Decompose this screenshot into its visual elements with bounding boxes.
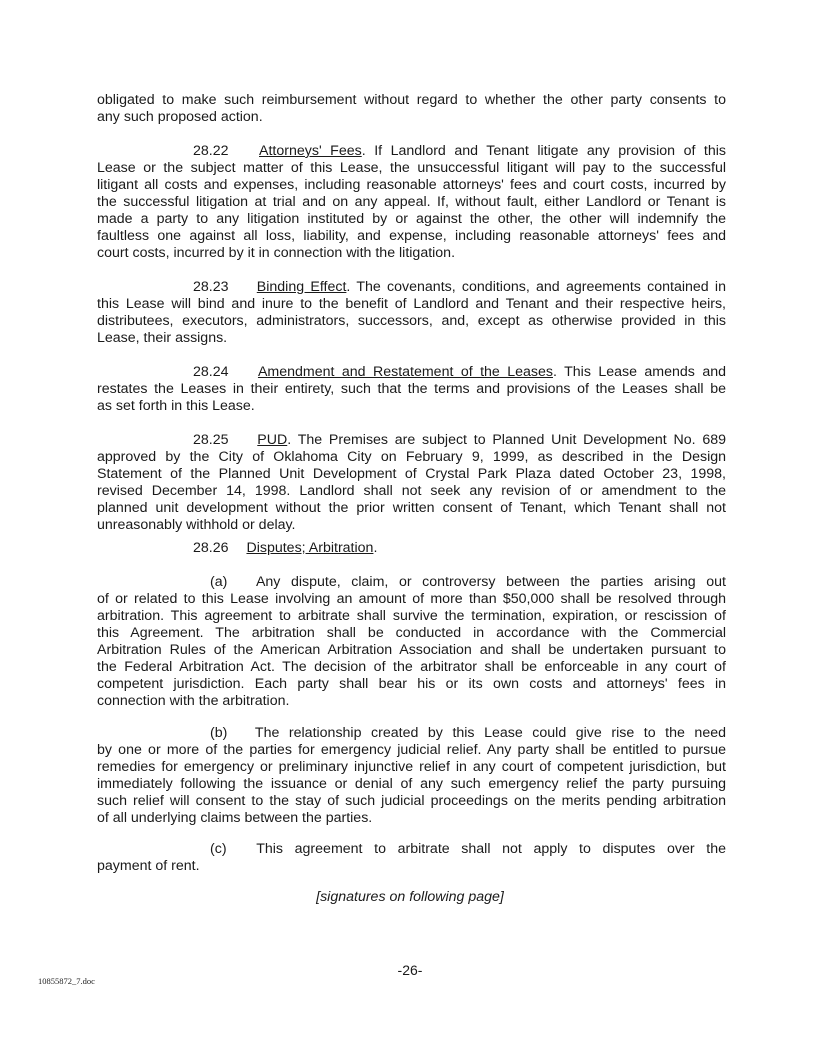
subsection-a-first-line bbox=[210, 574, 726, 591]
section-line: made a party to any litigation instituted by or against the other, the other will indemnify the bbox=[97, 211, 726, 227]
subsection-line: connection with the arbitration. bbox=[97, 693, 290, 709]
section-line: planned unit development without the prior written consent of Tenant, which Tenant shall not bbox=[97, 500, 726, 516]
page-number: -26- bbox=[397, 962, 423, 978]
section-title: Attorneys' Fees bbox=[259, 143, 362, 159]
file-name: 10855872_7.doc bbox=[38, 976, 95, 986]
section-number: 28.24 bbox=[193, 364, 229, 380]
subsection-b-first-line bbox=[210, 725, 726, 742]
section-line: unreasonably withhold or delay. bbox=[97, 517, 296, 533]
subsection-text: This agreement to arbitrate shall not apply to disputes over the bbox=[256, 841, 726, 857]
section-number: 28.22 bbox=[193, 143, 229, 159]
subsection-line: by one or more of the parties for emergency judicial relief. Any party shall be entitled to pursue bbox=[97, 742, 726, 758]
section-text: The Premises are subject to Planned Unit Development No. 689 bbox=[297, 432, 726, 448]
subsection-line: of all underlying claims between the parties. bbox=[97, 810, 373, 826]
subsection-line: of or related to this Lease involving an amount of more than $50,000 shall be resolved through bbox=[97, 591, 726, 607]
subsection-label: (a) bbox=[210, 574, 228, 590]
section-28-24-heading: 28.24 Amendment and Restatement of the Leases. This Lease amends and bbox=[193, 364, 726, 380]
signature-note: [signatures on following page] bbox=[316, 889, 504, 905]
section-28-23-heading: 28.23 Binding Effect. The covenants, conditions, and agreements contained in bbox=[193, 279, 726, 295]
section-line: Lease or the subject matter of this Lease, the unsuccessful litigant will pay to the successful bbox=[97, 160, 726, 176]
section-text: This Lease amends and bbox=[564, 364, 726, 380]
section-line: restates the Leases in their entirety, such that the terms and provisions of the Leases shall be bbox=[97, 381, 726, 397]
section-title: PUD bbox=[257, 432, 288, 448]
section-28-26-heading: 28.26 Disputes; Arbitration. bbox=[193, 540, 378, 556]
subsection-line: competent jurisdiction. Each party shall bear his or its own costs and attorneys' fees in bbox=[97, 676, 726, 692]
section-title: Amendment and Restatement of the Leases bbox=[257, 364, 553, 380]
subsection-line: immediately following the issuance or denial of any such emergency relief the party pursuing bbox=[97, 776, 726, 792]
section-title: Binding Effect bbox=[256, 279, 347, 295]
subsection-label: (c) bbox=[210, 841, 227, 857]
section-text: If Landlord and Tenant litigate any provision of this bbox=[374, 143, 726, 159]
subsection-line: remedies for emergency or preliminary injunctive relief in any court of competent jurisdiction, but bbox=[97, 759, 726, 775]
section-number: 28.25 bbox=[193, 432, 229, 448]
section-text: The covenants, conditions, and agreements contained in bbox=[356, 279, 726, 295]
subsection-line: this Agreement. The arbitration shall be conducted in accordance with the Commercial bbox=[97, 625, 726, 641]
subsection-line: payment of rent. bbox=[97, 858, 200, 874]
section-line: the successful litigation at trial and on any appeal. If, without fault, either Landlord or Tenant is bbox=[97, 194, 726, 210]
subsection-line: Arbitration Rules of the American Arbitration Association and shall be undertaken pursuant to bbox=[97, 642, 726, 658]
subsection-text: The relationship created by this Lease could give rise to the need bbox=[254, 725, 726, 741]
section-line: Statement of the Planned Unit Development of Crystal Park Plaza dated October 23, 1998, bbox=[97, 466, 726, 482]
section-line: Lease, their assigns. bbox=[97, 330, 228, 346]
section-line: this Lease will bind and inure to the benefit of Landlord and Tenant and their respective heirs, bbox=[97, 296, 726, 312]
continuation-line: any such proposed action. bbox=[97, 109, 263, 125]
section-line: distributees, executors, administrators, successors, and, except as otherwise provided in this bbox=[97, 313, 726, 329]
section-28-25-heading: 28.25 PUD. The Premises are subject to Planned Unit Development No. 689 bbox=[193, 432, 726, 448]
section-line: approved by the City of Oklahoma City on February 9, 1999, as described in the Design bbox=[97, 449, 726, 465]
section-line: faultless one against all loss, liability, and expense, including reasonable attorneys' fees and bbox=[97, 228, 726, 244]
subsection-label: (b) bbox=[210, 725, 228, 741]
subsection-text: Any dispute, claim, or controversy between the parties arising out bbox=[255, 574, 726, 590]
subsection-line: arbitration. This agreement to arbitrate shall survive the termination, expiration, or rescission of bbox=[97, 608, 726, 624]
section-line: litigant all costs and expenses, including reasonable attorneys' fees and court costs, incurred by bbox=[97, 177, 726, 193]
subsection-line: the Federal Arbitration Act. The decision of the arbitrator shall be enforceable in any court of bbox=[97, 659, 726, 675]
section-number: 28.23 bbox=[193, 279, 229, 295]
section-28-22-heading: 28.22 Attorneys' Fees. If Landlord and Tenant litigate any provision of this bbox=[193, 143, 726, 159]
section-title: Disputes; Arbitration bbox=[246, 540, 374, 556]
section-line: court costs, incurred by it in connection with the litigation. bbox=[97, 245, 456, 261]
section-line: as set forth in this Lease. bbox=[97, 398, 255, 414]
section-line: revised December 14, 1998. Landlord shall not seek any revision of or amendment to the bbox=[97, 483, 726, 499]
subsection-c-first-line bbox=[210, 841, 726, 858]
subsection-line: such relief will consent to the stay of such judicial proceedings on the merits pending arbitration bbox=[97, 793, 726, 809]
continuation-line: obligated to make such reimbursement without regard to whether the other party consents to bbox=[97, 92, 726, 108]
section-number: 28.26 bbox=[193, 540, 229, 556]
